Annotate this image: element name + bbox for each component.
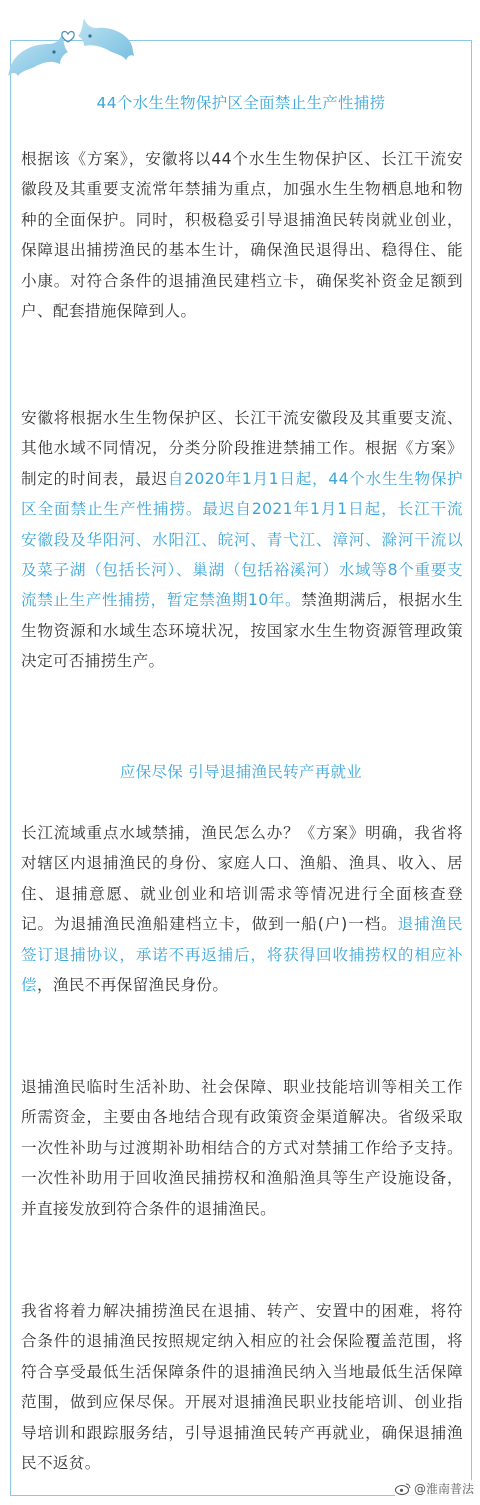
paragraph-funding: 退捕渔民临时生活补助、社会保障、职业技能培训等相关工作所需资金，主要由各地结合现有政策资金渠道解决。省级采取一次性补助与过渡期补助相结合的方式对禁捕工作给予支持。一次性补助用于回收渔民捕捞权和渔船渔具等生产设施设备，并直接发放到符合条件的退捕渔民。 [21, 1078, 463, 1218]
schedule-text-after: 禁渔期满后，根据水生生物资源和水域生态环境状况，按国家水生生物资源管理政策决定可否捕捞生产。 [21, 591, 463, 671]
paragraph-plan-overview: 根据该《方案》，安徽将以44个水生生物保护区、长江干流安徽段及其重要支流常年禁捕为重点，加强水生生物栖息地和物种的全面保护。同时，积极稳妥引导退捕渔民转岗就业创业，保障退出捕捞渔民的基本生计，确保渔民退得出、稳得住、能小康。对符合条件的退捕渔民建档立卡，确保奖补资金足额到户、配套措施保障到人。 [21, 150, 463, 321]
schedule-text-highlight: 自2020年1月1日起，44个水生生物保护区全面禁止生产性捕捞。最迟自2021年1月1日起，长江干流安徽段及华阳河、水阳江、皖河、青弋江、漳河、滁河干流以及菜子湖（包括长河）、巢湖（包括裕溪河）水域等8个重要支流禁止生产性捕捞，暂定禁渔期10年。 [21, 469, 463, 610]
weibo-icon [395, 1482, 411, 1495]
section-heading-protected-areas: 44个水生生物保护区全面禁止生产性捕捞 [96, 94, 386, 112]
registration-text-highlight: 退捕渔民签订退捕协议，承诺不再返捕后，将获得回收捕捞权的相应补偿 [21, 915, 463, 995]
registration-text-intro: 长江流域重点水域禁捕，渔民怎么办？《方案》明确，我省将对辖区内退捕渔民的身份、家庭人口、渔船、渔具、收入、居住、退捕意愿、就业创业和培训需求等情况进行全面核查登记。为退捕渔民渔船建档立卡，做到一船(户)一档。 [21, 824, 463, 934]
weibo-watermark [395, 1480, 474, 1497]
section-heading-reemployment: 应保尽保 引导退捕渔民转产再就业 [119, 763, 363, 781]
schedule-text-intro: 安徽将根据水生生物保护区、长江干流安徽段及其重要支流、其他水域不同情况，分类分阶段推进禁捕工作。根据《方案》制定的时间表，最迟 [21, 409, 463, 488]
paragraph-social-security: 我省将着力解决捕捞渔民在退捕、转产、安置中的困难，将符合条件的退捕渔民按照规定纳入相应的社会保险覆盖范围，将符合享受最低生活保障条件的退捕渔民纳入当地最低生活保障范围，做到应保尽保。开展对退捕渔民职业技能培训、创业指导培训和跟踪服务结，引导退捕渔民转产再就业，确保退捕渔民不返贫。 [21, 1302, 463, 1473]
dolphins-icon [4, 10, 136, 82]
registration-text-after: ，渔民不再保留渔民身份。 [36, 976, 229, 995]
paragraph-ban-schedule [21, 403, 463, 677]
watermark-text: @淮南普法 [413, 1482, 474, 1496]
paragraph-fisher-registration [21, 818, 463, 1000]
